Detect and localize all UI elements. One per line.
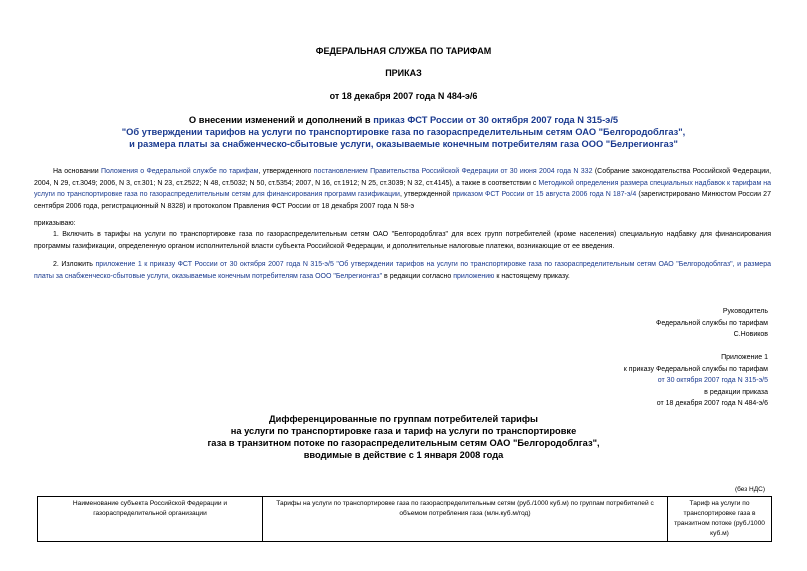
order-subject: [0, 114, 807, 150]
table-header-row: [38, 497, 772, 542]
vat-note: (без НДС): [734, 486, 765, 493]
order-word: приказываю:: [34, 220, 76, 227]
title-line: вводимые в действие с 1 января 2008 года: [303, 450, 504, 460]
title-line: газа в транзитном потоке по газораспределительным сетям ОАО "Белгородоблгаз",: [207, 438, 600, 448]
item2-text: в редакции согласно: [382, 272, 454, 280]
signature-name: С.Новиков: [733, 331, 768, 338]
preamble-text: (зарегистрировано Минюстом России 27 сентября 2006 года, регистрационный N 8328) и протоколом Правления ФСТ России от 18 декабря 2007 года N 58-э: [34, 191, 771, 210]
appendix-to-order: к приказу Федеральной службы по тарифам: [623, 365, 768, 373]
signature-title: Руководитель: [722, 308, 768, 315]
appendix-edition: в редакции приказа: [704, 388, 768, 396]
title-line: Дифференцированные по группам потребителей тарифы: [269, 414, 538, 424]
link-appendix[interactable]: приложению: [453, 272, 495, 280]
link-appendix-order-315[interactable]: приложение 1 к приказу ФСТ России от 30 октября 2007 года N 315-э/5 "Об утверждении тарифов на услуги по транспортировке газа по газораспределительным сетям ОАО "Белгородоблгаз", и размера платы за снабженческо-сбытовые услуги, оказываемые конечным потребителям газа ООО "Белрегионгаз": [34, 261, 771, 280]
preamble-text: (Собрание законодательства Российской Федерации, 2004, N 29, ст.3049; 2006, N 3, ст.301; N 23, ст.2522; N 48, ст.5032; N 50, ст.5354; 2007, N 16, ст.1912; N 25, ст.3039; N 32, ст.4145), а также в соответствии с: [34, 168, 772, 187]
document-type: ПРИКАЗ: [385, 68, 422, 78]
appendix-order-link[interactable]: от 30 октября 2007 года N 315-э/5: [657, 377, 768, 384]
title-line: на услуги по транспортировке газа и тариф на услуги по транспортировке: [230, 426, 577, 436]
signature-block: [528, 306, 768, 341]
table-header-cell: Тариф на услуги по транспортировке газа в транзитном потоке (руб./1000 куб.м): [668, 497, 772, 542]
subject-link-line2[interactable]: "Об утверждении тарифов на услуги по транспортировке газа по газораспределительным сетям ОАО "Белгородоблгаз",: [121, 127, 686, 137]
item2-text: 2. Изложить: [53, 261, 96, 268]
preamble-text: , утвержденного: [258, 168, 314, 175]
agency-name: ФЕДЕРАЛЬНАЯ СЛУЖБА ПО ТАРИФАМ: [315, 46, 492, 56]
link-fst-regulation[interactable]: Положения о Федеральной службе по тарифам: [101, 168, 259, 175]
link-order-187[interactable]: приказом ФСТ России от 15 августа 2006 года N 187-э/4: [452, 191, 637, 199]
appendix-edition-date: от 18 декабря 2007 года N 484-э/6: [656, 400, 768, 407]
tariff-table: [37, 496, 772, 542]
appendix-number: Приложение 1: [721, 354, 768, 361]
order-item-1: 1. Включить в тарифы на услуги по транспортировке газа по газораспределительным сетям ОАО "Белгородоблгаз" для всех групп потребителей (кроме населения) специальную надбавку для финансирования программы газификации, определенную органом исполнительной власти субъекта Российской Федерации, и дополнительные налоговые платежи, возникающие от ее введения.: [34, 231, 771, 250]
preamble-paragraph: [34, 166, 771, 212]
table-header-cell: Тарифы на услуги по транспортировке газа по газораспределительным сетям (руб./1000 куб.м) по группам потребителей с объемом потребления газа (млн.куб.м/год): [263, 497, 668, 542]
link-government-decree-332[interactable]: постановлением Правительства Российской Федерации от 30 июня 2004 года N 332: [313, 168, 593, 175]
tariff-table-title: [0, 413, 807, 461]
preamble-text: На основании: [53, 168, 101, 175]
link-methodology[interactable]: Методикой определения размера специальных надбавок к тарифам на услуги по транспортировке газа по газораспределительным сетям для финансирования программ газификации: [34, 179, 771, 199]
signature-agency: Федеральной службы по тарифам: [656, 319, 768, 327]
subject-text: О внесении изменений и дополнений в: [188, 115, 374, 125]
appendix-block: [528, 352, 768, 410]
subject-link-order-315[interactable]: приказ ФСТ России от 30 октября 2007 года N 315-э/5: [373, 115, 619, 125]
preamble-text: , утвержденной: [399, 191, 453, 199]
table-header-cell: Наименование субъекта Российской Федерации и газораспределительной организации: [38, 497, 263, 542]
subject-link-line3[interactable]: и размера платы за снабженческо-сбытовые услуги, оказываемые конечным потребителям газа ООО "Белрегионгаз": [129, 139, 678, 149]
item2-text: к настоящему приказу.: [494, 272, 570, 280]
document-date-number: от 18 декабря 2007 года N 484-э/6: [329, 91, 478, 101]
order-item-2: [34, 259, 771, 282]
